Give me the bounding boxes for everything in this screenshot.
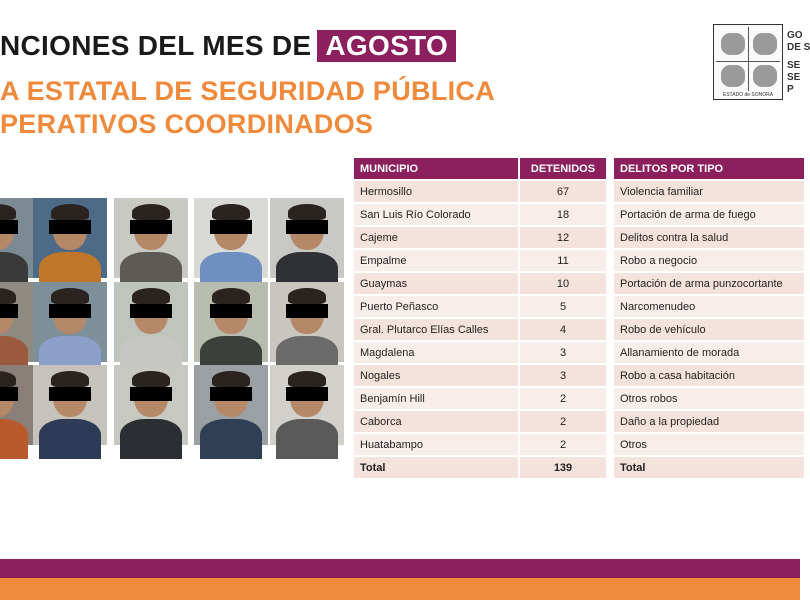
delito-cell: Robo a negocio <box>614 248 804 271</box>
table-row <box>354 340 606 363</box>
detenidos-cell: 2 <box>518 409 606 432</box>
municipio-cell: Benjamín Hill <box>354 386 518 409</box>
table-row <box>354 225 606 248</box>
censor-bar <box>49 387 91 401</box>
censor-bar <box>210 304 252 318</box>
detenidos-cell: 4 <box>518 317 606 340</box>
municipio-cell: Cajeme <box>354 225 518 248</box>
detenidos-cell: 2 <box>518 386 606 409</box>
detenidos-cell: 18 <box>518 202 606 225</box>
detainee-photo <box>33 365 107 445</box>
delito-cell: Robo de vehículo <box>614 317 804 340</box>
table-row <box>614 386 804 409</box>
table-row <box>354 271 606 294</box>
censor-bar <box>286 387 328 401</box>
gov-logo-text-4: SE <box>787 72 801 83</box>
censor-bar <box>130 304 172 318</box>
col-header-delitos: DELITOS POR TIPO <box>614 158 804 179</box>
detenidos-cell: 5 <box>518 294 606 317</box>
censor-bar <box>130 220 172 234</box>
table-row <box>354 202 606 225</box>
municipio-cell: San Luis Río Colorado <box>354 202 518 225</box>
municipio-cell: Puerto Peñasco <box>354 294 518 317</box>
delitos-table <box>614 158 804 478</box>
detenidos-cell: 3 <box>518 363 606 386</box>
detainee-photo <box>194 198 268 278</box>
col-header-detenidos: DETENIDOS <box>518 158 606 179</box>
delito-cell: Portación de arma de fuego <box>614 202 804 225</box>
censor-bar <box>49 304 91 318</box>
table-row <box>354 409 606 432</box>
table-row <box>614 271 804 294</box>
table-row <box>614 248 804 271</box>
gov-logo-text-3: SE <box>787 60 801 71</box>
municipio-cell: Hermosillo <box>354 179 518 202</box>
detainee-photo <box>270 282 344 362</box>
delito-cell: Robo a casa habitación <box>614 363 804 386</box>
seal-caption: ESTADO de SONORA <box>722 92 774 98</box>
municipio-cell: Nogales <box>354 363 518 386</box>
delito-cell: Otros <box>614 432 804 455</box>
table-row <box>614 363 804 386</box>
table-row <box>354 179 606 202</box>
detainee-photo <box>0 365 34 445</box>
gov-logo-text-5: P <box>787 84 794 95</box>
censor-bar <box>210 220 252 234</box>
municipio-cell: Guaymas <box>354 271 518 294</box>
municipio-cell: Empalme <box>354 248 518 271</box>
delito-cell: Portación de arma punzocortante <box>614 271 804 294</box>
delito-cell: Delitos contra la salud <box>614 225 804 248</box>
detenidos-cell: 11 <box>518 248 606 271</box>
detenidos-cell: 3 <box>518 340 606 363</box>
table-row <box>354 386 606 409</box>
table-row <box>354 294 606 317</box>
total-value: 139 <box>518 455 606 478</box>
table-row <box>614 179 804 202</box>
table-row <box>614 225 804 248</box>
censor-bar <box>286 220 328 234</box>
delito-cell: Allanamiento de morada <box>614 340 804 363</box>
detainee-photo <box>0 282 34 362</box>
detainee-photo <box>270 198 344 278</box>
table-row <box>614 432 804 455</box>
table-row <box>354 363 606 386</box>
slide-title-line3: PERATIVOS COORDINADOS <box>0 109 374 139</box>
delito-cell: Otros robos <box>614 386 804 409</box>
table-row <box>614 202 804 225</box>
detainee-photo <box>194 365 268 445</box>
slide-title-line1 <box>0 30 456 62</box>
table-row <box>614 409 804 432</box>
censor-bar <box>0 387 18 401</box>
censor-bar <box>286 304 328 318</box>
table-row <box>354 317 606 340</box>
municipio-cell: Caborca <box>354 409 518 432</box>
footer-band-purple <box>0 559 800 578</box>
censor-bar <box>0 220 18 234</box>
detenidos-cell: 12 <box>518 225 606 248</box>
detainee-photo <box>194 282 268 362</box>
table-row <box>354 432 606 455</box>
detenidos-cell: 10 <box>518 271 606 294</box>
detainee-photo <box>0 198 34 278</box>
detainee-photo <box>114 282 188 362</box>
censor-bar <box>49 220 91 234</box>
table-row <box>614 294 804 317</box>
title-text: NCIONES DEL MES DE <box>0 30 312 61</box>
delito-cell: Daño a la propiedad <box>614 409 804 432</box>
detainee-photo <box>114 365 188 445</box>
slide-title-line2: A ESTATAL DE SEGURIDAD PÚBLICA <box>0 76 496 106</box>
detainee-photo <box>114 198 188 278</box>
delito-cell: Violencia familiar <box>614 179 804 202</box>
gov-logo-text-1: GO <box>787 30 803 41</box>
detenidos-cell: 67 <box>518 179 606 202</box>
municipio-cell: Magdalena <box>354 340 518 363</box>
detainee-photo-grid <box>0 195 350 450</box>
month-highlight: AGOSTO <box>317 30 456 62</box>
detainee-photo <box>270 365 344 445</box>
table-row <box>614 317 804 340</box>
gov-logo-text-2: DE S <box>787 42 810 53</box>
municipios-table <box>354 158 606 478</box>
total-label: Total <box>614 455 804 478</box>
total-row <box>614 455 804 478</box>
detainee-photo <box>33 282 107 362</box>
detainee-photo <box>33 198 107 278</box>
municipio-cell: Gral. Plutarco Elías Calles <box>354 317 518 340</box>
municipio-cell: Huatabampo <box>354 432 518 455</box>
censor-bar <box>0 304 18 318</box>
censor-bar <box>130 387 172 401</box>
total-label: Total <box>354 455 518 478</box>
table-row <box>614 340 804 363</box>
footer-band-orange <box>0 578 800 600</box>
censor-bar <box>210 387 252 401</box>
sonora-seal-logo <box>713 24 783 100</box>
col-header-municipio: MUNICIPIO <box>354 158 518 179</box>
detenidos-cell: 2 <box>518 432 606 455</box>
table-row <box>354 248 606 271</box>
delito-cell: Narcomenudeo <box>614 294 804 317</box>
total-row <box>354 455 606 478</box>
